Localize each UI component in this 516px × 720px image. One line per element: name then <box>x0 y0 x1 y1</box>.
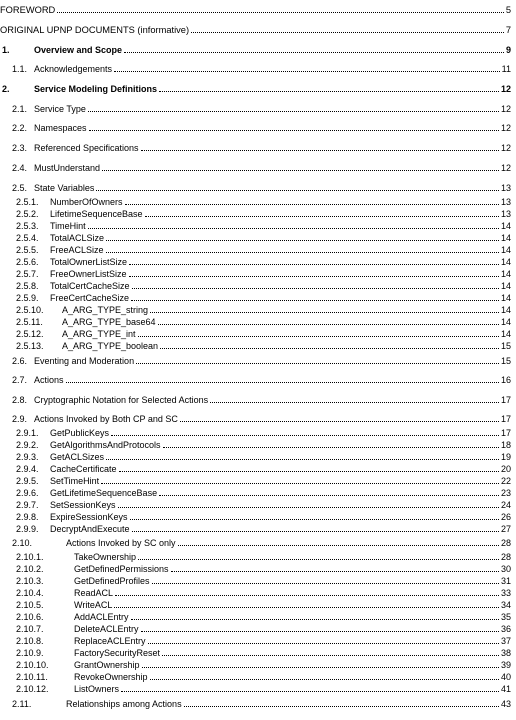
toc-leader-dots <box>159 91 499 92</box>
toc-entry-title: CacheCertificate <box>50 464 117 474</box>
toc-entry-number: 2.5. <box>12 183 28 193</box>
toc-entry-title: AddACLEntry <box>74 612 129 622</box>
toc-entry-page-number: 39 <box>500 660 511 670</box>
toc-entry-page-number: 13 <box>500 197 511 207</box>
toc-leader-dots <box>130 519 499 520</box>
toc-entry-number: 2.9. <box>12 414 28 424</box>
toc-entry-number: 2.10.11. <box>16 672 48 682</box>
toc-entry[interactable] <box>0 698 516 710</box>
toc-leader-dots <box>136 363 499 364</box>
toc-entry[interactable] <box>0 162 516 174</box>
toc-leader-dots <box>114 71 500 72</box>
toc-entry-number: 2.10.7. <box>16 624 44 634</box>
toc-entry-number: 2.11. <box>12 699 32 709</box>
toc-leader-dots <box>106 252 499 253</box>
toc-entry-number: 2.10.3. <box>16 576 44 586</box>
toc-entry[interactable] <box>0 63 516 75</box>
toc-leader-dots <box>88 228 499 229</box>
toc-leader-dots <box>124 52 504 53</box>
toc-leader-dots <box>125 204 499 205</box>
toc-entry-number: 2.9.2. <box>16 440 39 450</box>
toc-entry-number: 2.9.3. <box>16 452 39 462</box>
toc-entry[interactable] <box>0 487 516 499</box>
toc-leader-dots <box>132 531 499 532</box>
toc-leader-dots <box>159 495 499 496</box>
toc-entry-page-number: 43 <box>500 699 511 709</box>
toc-entry[interactable] <box>0 475 516 487</box>
toc-entry-title: GetACLSizes <box>50 452 105 462</box>
toc-entry[interactable] <box>0 537 516 549</box>
toc-entry-number: 2.9.4. <box>16 464 39 474</box>
toc-entry-number: 1. <box>2 45 10 55</box>
toc-leader-dots <box>138 336 499 337</box>
toc-entry-title: Relationships among Actions <box>66 699 182 709</box>
toc-entry-number: 2.9.8. <box>16 512 39 522</box>
toc-entry-number: 2.10.5. <box>16 600 44 610</box>
toc-entry-title: SetTimeHint <box>50 476 100 486</box>
toc-entry-title: WriteACL <box>74 600 113 610</box>
toc-entry-page-number: 12 <box>500 104 511 114</box>
toc-entry[interactable] <box>0 511 516 523</box>
toc-entry-title: GetLifetimeSequenceBase <box>50 488 158 498</box>
toc-entry-title: A_ARG_TYPE_int <box>62 329 136 339</box>
toc-entry-page-number: 17 <box>500 428 511 438</box>
toc-leader-dots <box>102 170 499 171</box>
toc-leader-dots <box>114 607 499 608</box>
toc-leader-dots <box>160 348 499 349</box>
toc-entry[interactable] <box>0 611 516 623</box>
toc-entry[interactable] <box>0 220 516 232</box>
toc-leader-dots <box>145 216 499 217</box>
toc-entry-number: 2.6. <box>12 356 28 366</box>
toc-entry[interactable] <box>0 563 516 575</box>
toc-leader-dots <box>180 421 499 422</box>
toc-entry-title: TakeOwnership <box>74 552 137 562</box>
toc-leader-dots <box>118 507 499 508</box>
toc-entry[interactable] <box>0 575 516 587</box>
toc-entry-page-number: 12 <box>500 123 511 133</box>
toc-entry-title: GetAlgorithmsAndProtocols <box>50 440 161 450</box>
toc-entry[interactable] <box>0 244 516 256</box>
toc-entry-title: RevokeOwnership <box>74 672 148 682</box>
toc-leader-dots <box>171 571 499 572</box>
toc-leader-dots <box>191 32 504 33</box>
toc-entry[interactable] <box>0 280 516 292</box>
toc-entry[interactable] <box>0 24 516 36</box>
toc-entry[interactable] <box>0 268 516 280</box>
toc-entry-page-number: 13 <box>500 183 511 193</box>
toc-entry[interactable] <box>0 647 516 659</box>
toc-entry[interactable] <box>0 83 516 95</box>
toc-entry-title: Actions Invoked by Both CP and SC <box>34 414 178 424</box>
toc-entry-page-number: 17 <box>500 395 511 405</box>
toc-entry-title: FreeACLSize <box>50 245 104 255</box>
toc-entry[interactable] <box>0 355 516 367</box>
toc-entry-number: 2.10.9. <box>16 648 44 658</box>
toc-entry-number: 2.5.8. <box>16 281 39 291</box>
toc-entry-page-number: 38 <box>500 648 511 658</box>
toc-entry[interactable] <box>0 103 516 115</box>
toc-entry[interactable] <box>0 659 516 671</box>
toc-entry-title: Referenced Specifications <box>34 143 139 153</box>
toc-entry-title: GetPublicKeys <box>50 428 110 438</box>
toc-entry-title: Service Type <box>34 104 86 114</box>
toc-entry-page-number: 14 <box>500 317 511 327</box>
toc-leader-dots <box>88 111 499 112</box>
toc-entry-number: 2. <box>2 84 10 94</box>
toc-entry-title: Service Modeling Definitions <box>34 84 158 94</box>
toc-leader-dots <box>150 312 499 313</box>
toc-entry-title: SetSessionKeys <box>50 500 116 510</box>
toc-leader-dots <box>106 240 499 241</box>
toc-entry-page-number: 26 <box>500 512 511 522</box>
toc-entry-page-number: 28 <box>500 538 511 548</box>
toc-entry-title: ReplaceACLEntry <box>74 636 146 646</box>
toc-entry[interactable] <box>0 451 516 463</box>
toc-leader-dots <box>162 655 499 656</box>
toc-entry-number: 2.9.9. <box>16 524 39 534</box>
toc-entry-number: 2.10.12. <box>16 684 49 694</box>
toc-entry-title: A_ARG_TYPE_boolean <box>62 341 159 351</box>
toc-entry[interactable] <box>0 587 516 599</box>
toc-entry-page-number: 13 <box>500 209 511 219</box>
toc-entry-page-number: 11 <box>501 64 511 74</box>
toc-leader-dots <box>119 471 499 472</box>
toc-entry[interactable] <box>0 623 516 635</box>
toc-leader-dots <box>152 583 499 584</box>
toc-leader-dots <box>142 667 499 668</box>
toc-entry-number: 2.9.6. <box>16 488 39 498</box>
toc-entry-number: 2.9.1. <box>16 428 39 438</box>
toc-entry-number: 2.5.4. <box>16 233 39 243</box>
toc-entry[interactable] <box>0 439 516 451</box>
toc-entry-number: 2.7. <box>12 375 28 385</box>
toc-entry[interactable] <box>0 551 516 563</box>
toc-entry-title: GetDefinedPermissions <box>74 564 169 574</box>
toc-entry-page-number: 18 <box>500 440 511 450</box>
toc-entry-page-number: 34 <box>500 600 511 610</box>
toc-entry-page-number: 35 <box>500 612 511 622</box>
toc-entry-number: 2.5.11. <box>16 317 43 327</box>
toc-entry-title: Overview and Scope <box>34 45 123 55</box>
toc-entry-page-number: 23 <box>500 488 511 498</box>
toc-entry-page-number: 14 <box>500 245 511 255</box>
toc-entry-title: FOREWORD <box>0 5 56 15</box>
toc-leader-dots <box>115 595 499 596</box>
toc-entry-number: 2.2. <box>12 123 28 133</box>
toc-entry-page-number: 37 <box>500 636 511 646</box>
toc-entry-title: State Variables <box>34 183 95 193</box>
toc-leader-dots <box>96 190 499 191</box>
toc-entry-number: 2.10.10. <box>16 660 49 670</box>
toc-leader-dots <box>57 12 504 13</box>
toc-entry[interactable] <box>0 142 516 154</box>
toc-entry-page-number: 14 <box>500 293 511 303</box>
toc-entry-number: 2.10.1. <box>16 552 44 562</box>
toc-entry-number: 2.1. <box>12 104 28 114</box>
toc-leader-dots <box>163 447 499 448</box>
toc-entry-number: 2.5.7. <box>16 269 39 279</box>
toc-entry-page-number: 12 <box>500 143 511 153</box>
toc-entry-page-number: 15 <box>500 356 511 366</box>
toc-entry-title: ExpireSessionKeys <box>50 512 128 522</box>
toc-leader-dots <box>101 483 499 484</box>
toc-entry-number: 2.9.5. <box>16 476 39 486</box>
toc-leader-dots <box>66 382 499 383</box>
toc-entry-title: ORIGINAL UPNP DOCUMENTS (informative) <box>0 25 190 35</box>
toc-entry[interactable] <box>0 374 516 386</box>
toc-entry-number: 2.5.10. <box>16 305 44 315</box>
toc-entry-title: GrantOwnership <box>74 660 140 670</box>
toc-entry-title: Actions Invoked by SC only <box>66 538 176 548</box>
toc-entry-title: GetDefinedProfiles <box>74 576 150 586</box>
toc-leader-dots <box>132 288 499 289</box>
toc-leader-dots <box>111 435 499 436</box>
toc-entry[interactable] <box>0 340 516 352</box>
toc-entry-title: LifetimeSequenceBase <box>50 209 143 219</box>
toc-entry-title: Cryptographic Notation for Selected Actions <box>34 395 209 405</box>
toc-leader-dots <box>148 643 499 644</box>
toc-entry-title: A_ARG_TYPE_string <box>62 305 149 315</box>
toc-entry-page-number: 14 <box>500 257 511 267</box>
toc-entry-title: NumberOfOwners <box>50 197 123 207</box>
toc-entry-title: Namespaces <box>34 123 87 133</box>
toc-entry-page-number: 9 <box>505 45 511 55</box>
toc-entry[interactable] <box>0 304 516 316</box>
toc-entry-number: 2.5.1. <box>16 197 39 207</box>
toc-entry-page-number: 17 <box>500 414 511 424</box>
toc-entry-title: A_ARG_TYPE_base64 <box>62 317 156 327</box>
toc-entry-page-number: 31 <box>500 576 511 586</box>
toc-entry[interactable] <box>0 232 516 244</box>
toc-entry-title: Acknowledgements <box>34 64 113 74</box>
toc-entry-page-number: 19 <box>500 452 511 462</box>
toc-entry-page-number: 20 <box>500 464 511 474</box>
toc-entry[interactable] <box>0 182 516 194</box>
toc-entry-page-number: 33 <box>500 588 511 598</box>
toc-entry[interactable] <box>0 671 516 683</box>
toc-entry-number: 2.10.4. <box>16 588 44 598</box>
toc-entry-page-number: 15 <box>500 341 511 351</box>
toc-leader-dots <box>106 459 499 460</box>
toc-entry-number: 2.5.6. <box>16 257 39 267</box>
toc-entry-title: FreeCertCacheSize <box>50 293 130 303</box>
toc-leader-dots <box>150 679 499 680</box>
toc-leader-dots <box>131 619 499 620</box>
toc-entry-title: FactorySecurityReset <box>74 648 161 658</box>
toc-leader-dots <box>178 545 499 546</box>
toc-entry-page-number: 27 <box>500 524 511 534</box>
toc-entry[interactable] <box>0 316 516 328</box>
toc-entry-page-number: 14 <box>500 281 511 291</box>
toc-entry-number: 2.10.2. <box>16 564 44 574</box>
toc-entry-page-number: 12 <box>500 84 511 94</box>
toc-entry-page-number: 40 <box>500 672 511 682</box>
toc-entry-page-number: 30 <box>500 564 511 574</box>
toc-entry[interactable] <box>0 427 516 439</box>
toc-entry-page-number: 36 <box>500 624 511 634</box>
toc-entry[interactable] <box>0 292 516 304</box>
toc-leader-dots <box>121 691 499 692</box>
toc-entry-page-number: 22 <box>500 476 511 486</box>
toc-entry-title: TimeHint <box>50 221 86 231</box>
toc-entry[interactable] <box>0 635 516 647</box>
toc-entry[interactable] <box>0 208 516 220</box>
toc-entry[interactable] <box>0 328 516 340</box>
toc-leader-dots <box>131 300 499 301</box>
toc-entry-number: 2.9.7. <box>16 500 39 510</box>
toc-entry[interactable] <box>0 523 516 535</box>
toc-entry-page-number: 14 <box>500 329 511 339</box>
toc-entry-number: 1.1. <box>12 64 28 74</box>
toc-entry-page-number: 14 <box>500 221 511 231</box>
toc-entry[interactable] <box>0 196 516 208</box>
toc-entry[interactable] <box>0 499 516 511</box>
toc-leader-dots <box>158 324 499 325</box>
toc-entry[interactable] <box>0 683 516 695</box>
toc-leader-dots <box>129 276 499 277</box>
toc-leader-dots <box>141 631 499 632</box>
toc-entry-number: 2.5.2. <box>16 209 39 219</box>
toc-entry-title: TotalCertCacheSize <box>50 281 130 291</box>
toc-entry[interactable] <box>0 394 516 406</box>
toc-entry[interactable] <box>0 122 516 134</box>
toc-entry-number: 2.5.12. <box>16 329 44 339</box>
toc-entry-title: TotalOwnerListSize <box>50 257 128 267</box>
toc-entry-number: 2.10.8. <box>16 636 44 646</box>
toc-leader-dots <box>184 706 499 707</box>
toc-entry-number: 2.8. <box>12 395 28 405</box>
toc-entry-title: DecryptAndExecute <box>50 524 130 534</box>
toc-entry-title: DeleteACLEntry <box>74 624 139 634</box>
toc-leader-dots <box>129 264 499 265</box>
toc-leader-dots <box>141 150 499 151</box>
toc-entry[interactable] <box>0 599 516 611</box>
toc-leader-dots <box>210 402 499 403</box>
toc-entry-title: TotalACLSize <box>50 233 105 243</box>
toc-entry-title: MustUnderstand <box>34 163 101 173</box>
toc-entry-number: 2.10.6. <box>16 612 44 622</box>
toc-entry-number: 2.3. <box>12 143 28 153</box>
toc-entry-number: 2.5.5. <box>16 245 39 255</box>
toc-entry[interactable] <box>0 413 516 425</box>
toc-leader-dots <box>138 559 499 560</box>
toc-entry-page-number: 41 <box>500 684 511 694</box>
toc-entry-title: FreeOwnerListSize <box>50 269 127 279</box>
toc-entry-page-number: 14 <box>500 233 511 243</box>
toc-entry-title: Actions <box>34 375 64 385</box>
toc-entry-page-number: 14 <box>500 269 511 279</box>
toc-entry-title: ReadACL <box>74 588 114 598</box>
toc-entry-title: Eventing and Moderation <box>34 356 135 366</box>
toc-entry[interactable] <box>0 4 516 16</box>
toc-entry-number: 2.4. <box>12 163 28 173</box>
toc-entry[interactable] <box>0 256 516 268</box>
toc-entry-number: 2.10. <box>12 538 33 548</box>
toc-leader-dots <box>89 130 499 131</box>
toc-entry-page-number: 28 <box>500 552 511 562</box>
toc-entry-page-number: 5 <box>505 5 511 15</box>
toc-entry[interactable] <box>0 44 516 56</box>
toc-entry-page-number: 24 <box>500 500 511 510</box>
toc-entry-page-number: 14 <box>500 305 511 315</box>
toc-entry-number: 2.5.3. <box>16 221 39 231</box>
toc-entry-number: 2.5.13. <box>16 341 44 351</box>
toc-entry-page-number: 12 <box>500 163 511 173</box>
toc-entry-title: ListOwners <box>74 684 120 694</box>
toc-entry[interactable] <box>0 463 516 475</box>
toc-entry-page-number: 16 <box>500 375 511 385</box>
toc-entry-number: 2.5.9. <box>16 293 39 303</box>
toc-entry-page-number: 7 <box>505 25 511 35</box>
